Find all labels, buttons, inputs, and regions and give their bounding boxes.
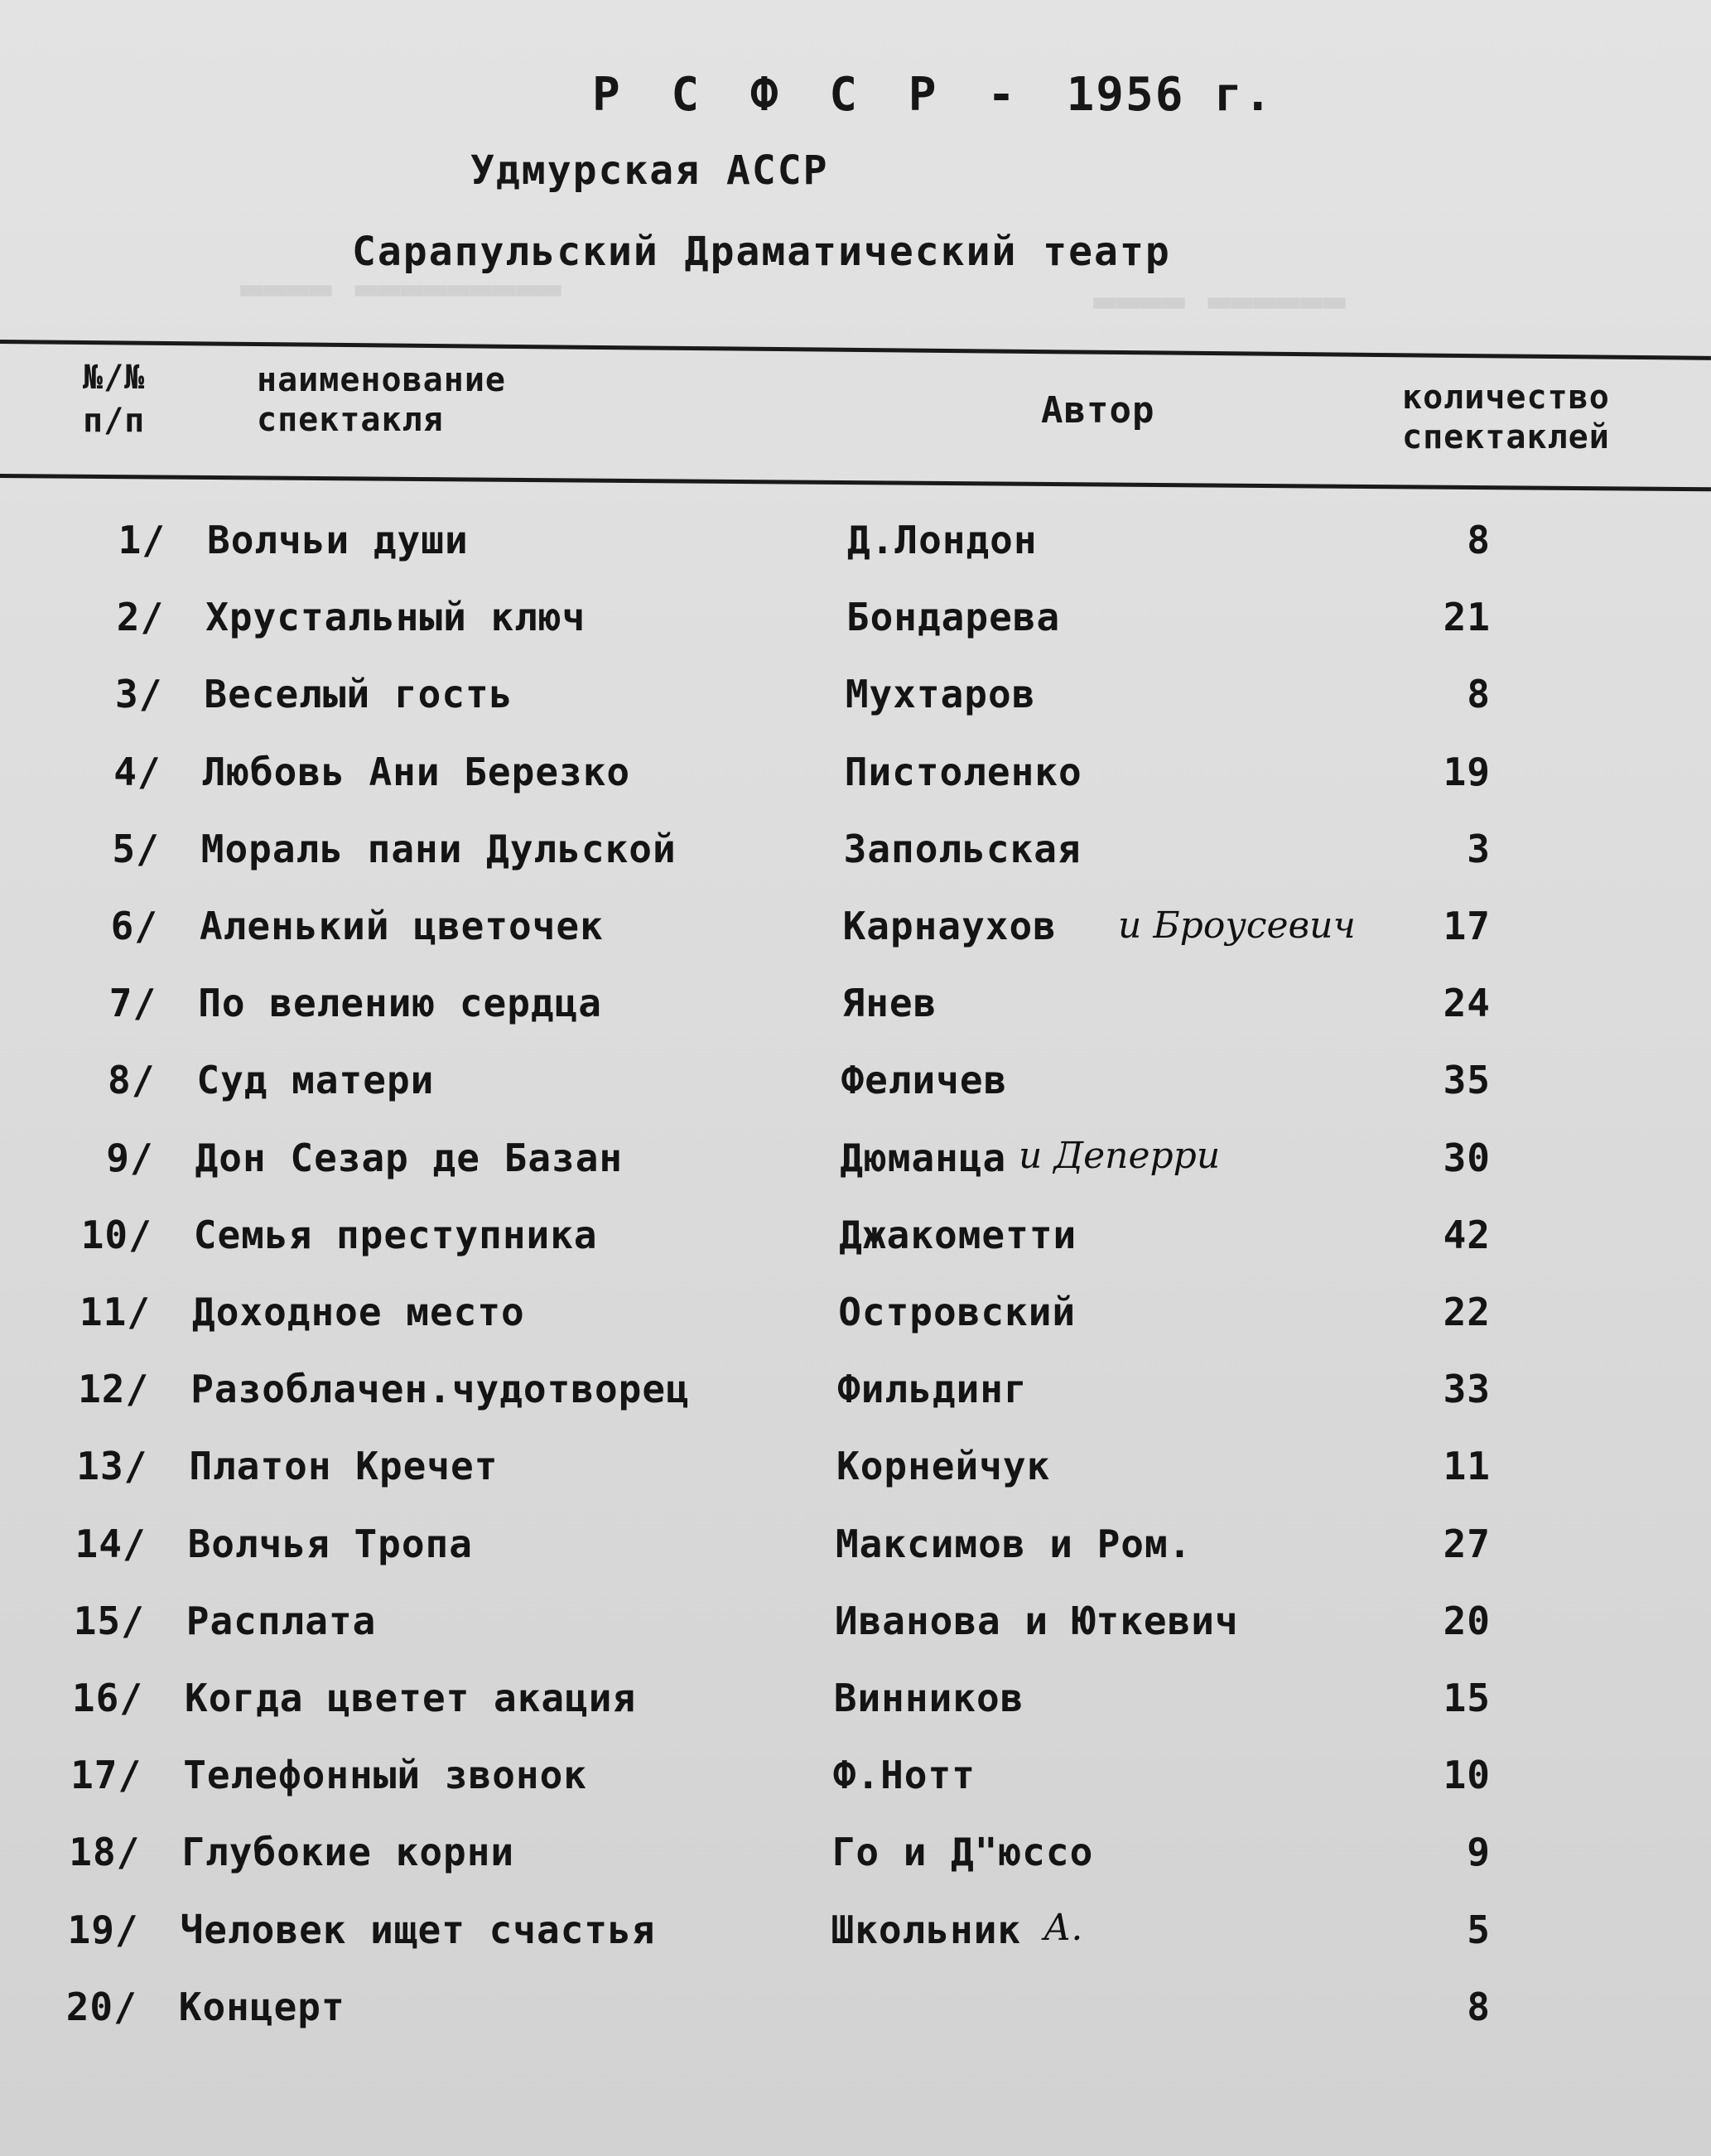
performance-title: Доходное место <box>192 1290 525 1334</box>
performance-title: Веселый гость <box>204 672 513 717</box>
author-name: Фильдинг <box>837 1367 1028 1412</box>
author-name: Иванова и Юткевич <box>834 1598 1239 1643</box>
region-heading: Удмурская АССР <box>470 147 829 194</box>
performance-title: Глубокие корни <box>181 1830 515 1875</box>
row-number: 6/ <box>110 904 158 948</box>
row-number: 14/ <box>75 1521 147 1566</box>
author-name: Максимов и Ром. <box>835 1521 1193 1566</box>
author-name: Корнейчук <box>836 1444 1051 1489</box>
author-name: Пистоленко <box>844 749 1082 794</box>
row-number: 17/ <box>70 1753 142 1798</box>
performance-count: 42 <box>1443 1212 1491 1257</box>
column-header-number: №/№ п/п <box>83 359 146 440</box>
row-number: 9/ <box>106 1135 154 1180</box>
author-name: Феличев <box>841 1058 1008 1103</box>
performance-count: 11 <box>1443 1444 1491 1489</box>
row-number: 20/ <box>65 1984 137 2029</box>
table-row <box>0 1290 1711 1356</box>
handwritten-note-row6: и Броусевич <box>1118 904 1356 947</box>
author-name: Дюманца <box>840 1135 1007 1180</box>
performance-title: Хрустальный ключ <box>205 595 586 640</box>
table-row <box>0 1136 1711 1202</box>
row-number: 13/ <box>76 1444 148 1489</box>
performance-count: 33 <box>1443 1367 1491 1412</box>
table-row <box>0 827 1711 893</box>
table-row <box>0 1908 1711 1974</box>
performance-count: 20 <box>1443 1598 1491 1643</box>
table-row <box>0 518 1711 584</box>
author-name: Мухтаров <box>845 672 1036 717</box>
performance-title: Волчья Тропа <box>187 1521 473 1566</box>
author-name: Запольская <box>843 826 1082 871</box>
row-number: 11/ <box>79 1290 151 1334</box>
performance-count: 24 <box>1443 981 1491 1026</box>
row-number: 5/ <box>112 826 160 871</box>
table-row <box>0 1676 1711 1742</box>
performance-title: Волчьи души <box>207 518 469 562</box>
handwritten-note-row19: А. <box>1043 1907 1083 1949</box>
row-number: 3/ <box>115 672 163 717</box>
performance-count: 27 <box>1443 1521 1491 1566</box>
row-number: 16/ <box>71 1676 143 1720</box>
author-name: Бондарева <box>846 595 1061 640</box>
author-name: Янев <box>841 981 937 1026</box>
performance-count: 21 <box>1443 595 1491 640</box>
table-row <box>0 595 1711 661</box>
theatre-heading: Сарапульский Драматический театр <box>352 229 1171 275</box>
performance-title: Когда цветет акация <box>185 1676 637 1720</box>
row-number: 1/ <box>118 518 166 562</box>
table-header-rule <box>0 474 1711 491</box>
performance-count: 19 <box>1443 749 1491 794</box>
performance-count: 8 <box>1467 672 1491 717</box>
bleed-through-text: ▬▬▬▬ ▬▬▬▬▬▬▬▬▬ <box>240 265 561 310</box>
table-row <box>0 1367 1711 1433</box>
performance-title: Разоблачен.чудотворец <box>190 1367 690 1412</box>
table-row <box>0 1753 1711 1819</box>
table-row <box>0 672 1711 738</box>
title-country: Р С Ф С Р - <box>592 68 1027 122</box>
performance-title: Концерт <box>178 1984 345 2029</box>
performance-title: Мораль пани Дульской <box>200 826 677 871</box>
bleed-through-text: ▬▬▬▬ ▬▬▬▬▬▬ <box>1093 277 1346 322</box>
table-row <box>0 750 1711 816</box>
author-name: Винников <box>833 1676 1024 1720</box>
row-number: 8/ <box>108 1058 156 1103</box>
table-row <box>0 1058 1711 1124</box>
performance-count: 30 <box>1443 1135 1491 1180</box>
row-number: 12/ <box>78 1367 150 1412</box>
author-name: Ф.Нотт <box>832 1753 976 1798</box>
document-title <box>592 68 1274 122</box>
performance-title: Человек ищет счастья <box>180 1907 656 1952</box>
performance-title: Телефонный звонок <box>183 1753 587 1798</box>
title-year: 1956 г. <box>1066 68 1274 122</box>
performance-count: 8 <box>1467 518 1491 562</box>
performance-title: Суд матери <box>196 1058 435 1103</box>
performance-title: Расплата <box>186 1598 377 1643</box>
table-row <box>0 981 1711 1047</box>
table-row <box>0 1444 1711 1510</box>
column-header-count: количество спектаклей <box>1402 379 1610 456</box>
row-number: 19/ <box>67 1907 139 1952</box>
column-header-author: Автор <box>1041 389 1155 432</box>
author-name: Д.Лондон <box>847 518 1038 562</box>
performance-title: Любовь Ани Березко <box>202 749 631 794</box>
row-number: 15/ <box>73 1598 145 1643</box>
performance-title: Дон Сезар де Базан <box>195 1135 624 1180</box>
author-name: Карнаухов <box>842 904 1057 948</box>
author-name: Го и Д"юссо <box>831 1830 1094 1875</box>
performance-count: 35 <box>1443 1058 1491 1103</box>
performance-count: 15 <box>1443 1676 1491 1720</box>
performance-count: 5 <box>1467 1907 1491 1952</box>
performance-count: 3 <box>1467 826 1491 871</box>
row-number: 18/ <box>69 1830 141 1875</box>
performance-title: По велению сердца <box>198 981 602 1026</box>
performance-title: Платон Кречет <box>189 1444 499 1489</box>
row-number: 7/ <box>108 981 157 1026</box>
table-row <box>0 1985 1711 2051</box>
table-row <box>0 1599 1711 1665</box>
performance-title: Семья преступника <box>193 1212 598 1257</box>
performance-count: 8 <box>1467 1984 1491 2029</box>
performance-count: 9 <box>1467 1830 1491 1875</box>
handwritten-note-row9: и Деперри <box>1019 1135 1221 1177</box>
table-row <box>0 1213 1711 1279</box>
performance-count: 10 <box>1443 1753 1491 1798</box>
author-name: Островский <box>838 1290 1077 1334</box>
author-name: Джакометти <box>839 1212 1077 1257</box>
performance-title: Аленький цветочек <box>200 904 604 948</box>
table-row <box>0 1830 1711 1896</box>
table-row <box>0 904 1711 970</box>
row-number: 2/ <box>116 595 165 640</box>
row-number: 4/ <box>113 749 161 794</box>
column-header-title: наименование спектакля <box>257 361 506 439</box>
table-row <box>0 1522 1711 1588</box>
row-number: 10/ <box>80 1212 152 1257</box>
author-name: Школьник <box>831 1907 1022 1952</box>
table-top-rule <box>0 340 1711 360</box>
performance-count: 22 <box>1443 1290 1491 1334</box>
performance-count: 17 <box>1443 904 1491 948</box>
